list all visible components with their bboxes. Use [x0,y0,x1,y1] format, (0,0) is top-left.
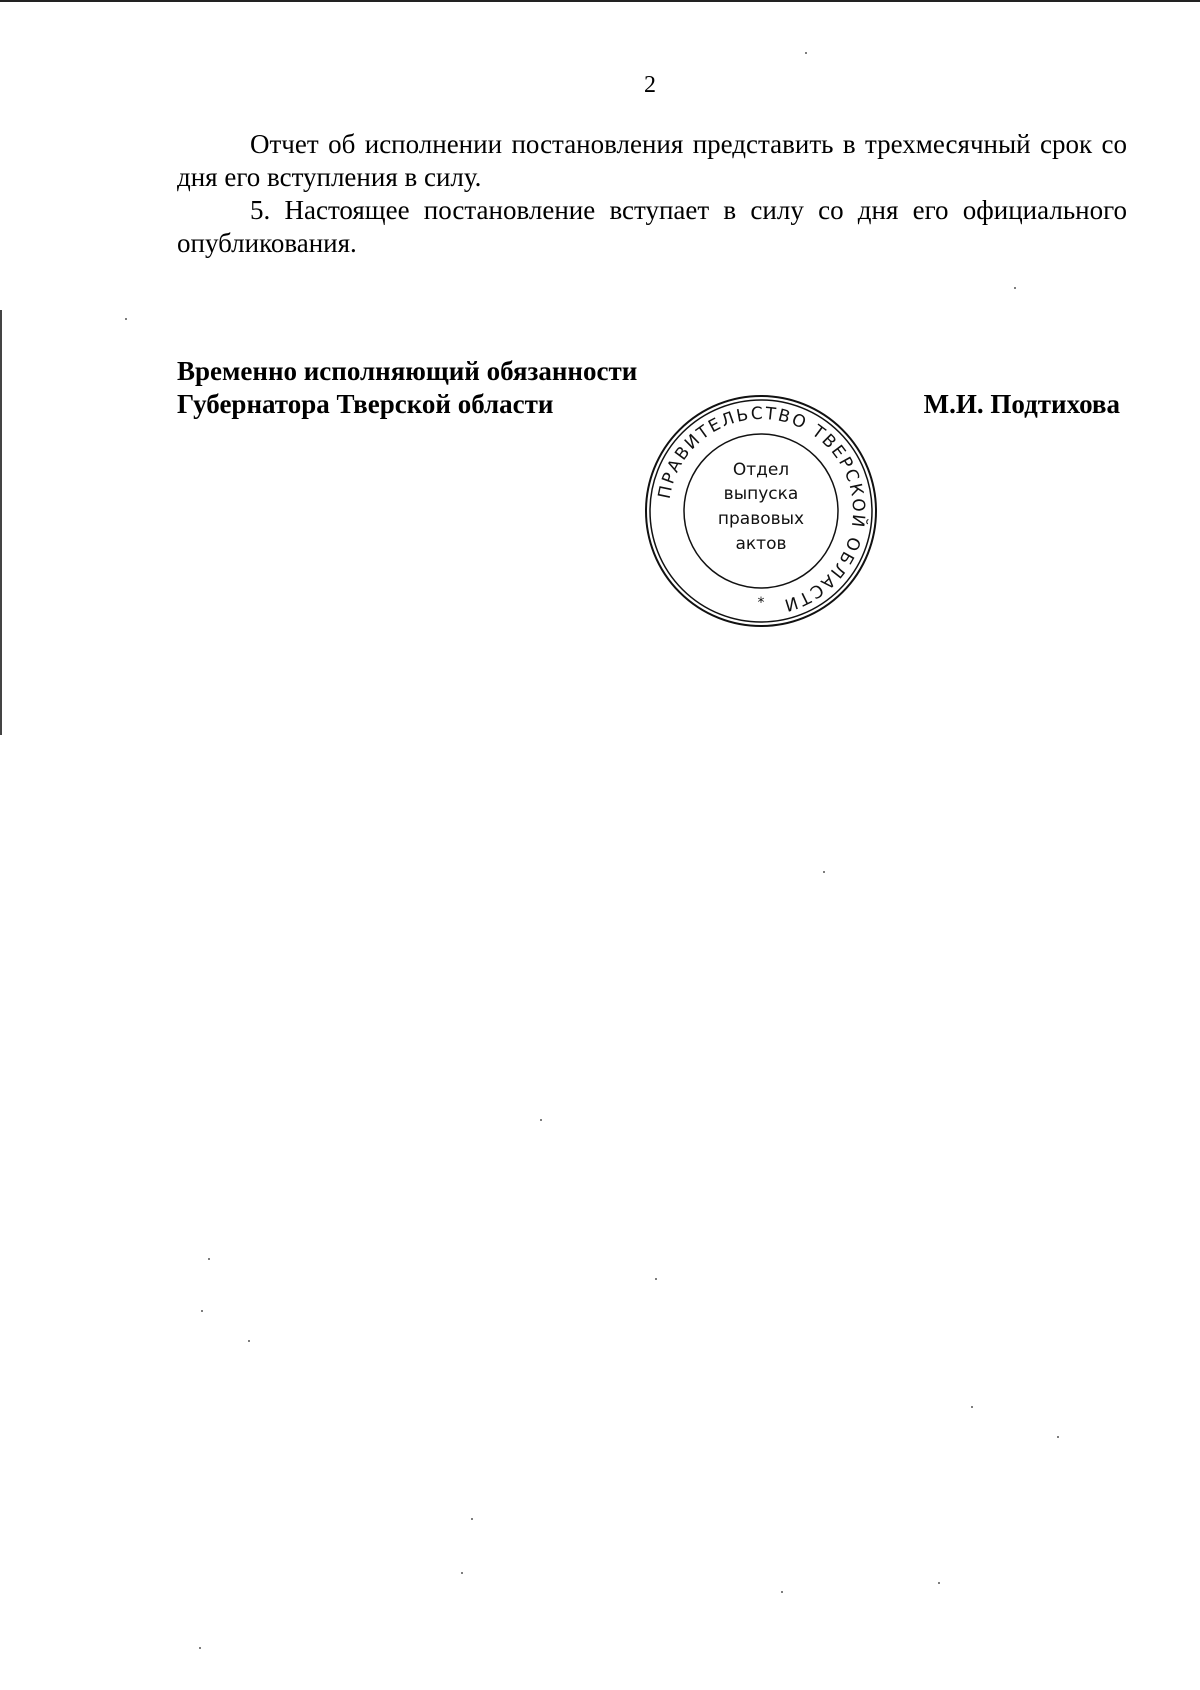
scan-speck [655,1278,657,1280]
official-seal [643,393,879,629]
seal-center-line2: выпуска [723,484,799,504]
scan-speck [201,1310,203,1312]
scan-speck [471,1518,473,1520]
scan-speck [125,318,127,320]
scan-speck [540,1119,542,1121]
page-top-edge [0,0,1200,2]
seal-center-line1: Отдел [732,460,790,480]
scan-speck [938,1582,940,1584]
paragraph-report: Отчет об исполнении постановления представить в трехмесячный срок со дня его вступления в силу. [177,129,1127,192]
signatory-position-line2: Губернатора Тверской области [177,389,554,419]
signatory-name: М.И. Подтихова [923,389,1120,419]
seal-center-line3: правовых [717,509,805,529]
signatory-position [177,355,637,421]
scan-speck [971,1406,973,1408]
seal-ring-text: ПРАВИТЕЛЬСТВО ТВЕРСКОЙ ОБЛАСТИ [654,403,869,616]
signatory-position-line1: Временно исполняющий обязанности [177,356,638,386]
scan-speck [461,1572,463,1574]
paragraph-effective-date: 5. Настоящее постановление вступает в силу со дня его официального опубликования. [177,195,1127,258]
seal-center-line4: актов [735,534,787,554]
scan-speck [199,1647,201,1649]
scan-speck [823,871,825,873]
scan-speck [208,1258,210,1260]
scan-speck [781,1591,783,1593]
page-left-edge [0,310,2,735]
page-number: 2 [644,72,656,98]
scan-speck [805,52,807,54]
body-text [177,128,1127,260]
scan-speck [1057,1436,1059,1438]
scan-speck [248,1340,250,1342]
scan-speck [1014,287,1016,289]
seal-star: * [757,595,765,611]
